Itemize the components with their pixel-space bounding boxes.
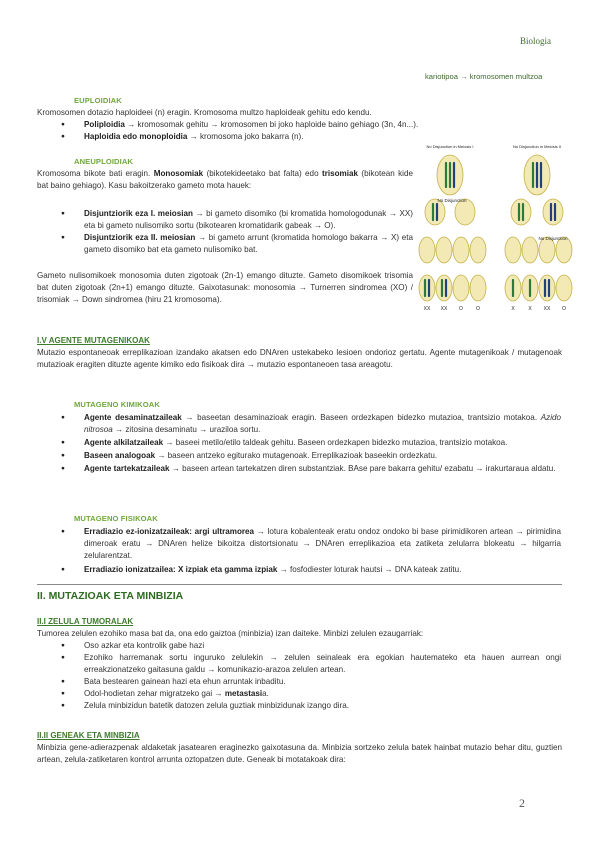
agenteak-heading: I.V AGENTE MUTAGENIKOAK [37,336,150,345]
fisikoak-list [61,526,561,576]
figure-left-gamete-1: XX [423,306,431,312]
aneuploidiak-intro: Kromosoma bikote bati eragin. Monosomiak (bikotekideetako bat falta) edo trisomiak (bikotean kide bat baino gehiago). Kasu bakoitzerako gameto mota hauek: [37,169,413,191]
list-item: ● Baseen analogoak → baseen antzeko egiturako mutagenoak. Erreplikazioak baseekin ordezkatu. [61,450,561,462]
list-item: ● Disjuntziorik eza II. meiosian → bi gameto arrunt (kromatida homologo bakarra → X) eta gameto disomiko bat eta gameto nulisomiko bat. [61,232,413,256]
figure-left-label: No Disjunction [437,198,467,203]
list-item: ● Poliploidia → kromosomak gehitu → kromosomen bi joko haploide baino gehiago (3n, 4n...). [61,119,561,131]
figure-right-label: No Disjunction [538,236,568,241]
figure-right-gamete-3: XX [543,306,551,312]
section-2-title: II. MUTAZIOAK ETA MINBIZIA [37,590,184,602]
list-item: ● Zelula minbizidun batetik datozen zelula guztiak minbizidunak izango dira. [61,700,561,712]
list-item: ● Agente alkilatzaileak → baseei metilo/etilo taldeak gehitu. Baseen ordezkapen bidezko mutazioa, trantsizio motakoa. [61,437,561,449]
nondisjunction-figure [417,140,577,315]
figure-right-gamete-1: X [511,306,515,312]
header-topic: kariotipoa → kromosomen multzoa [425,72,543,81]
page-number: 2 [519,796,525,810]
list-item: ● Erradiazio ez-ionizatzaileak: argi ultramorea → lotura kobalenteak eratu ondoz ondoko bi base pirimidikoren artean → pirimidina dimeroak eratu → DNAren helize bikoitza distortsionatu → DNAren erreplikazioa eta zatiketa zelularra blokeatu → hilgarria zelularentzat. [61,526,561,562]
list-item: ● Oso azkar eta kontrolik gabe hazi [61,640,561,652]
list-item: ● Haploidia edo monoploidia → kromosoma joko bakarra (n). [61,131,561,143]
agenteak-text: Mutazio espontaneoak erreplikazioan izandako akatsen edo DNAren ustekabeko lesioen ondorioz gertatu. Agente mutagenikoak / mutagenoak mutazioak eragiten dituzte agente kimiko edo fisikoak dira → mutazio espontaneoen tasa areagotu. [37,348,562,370]
figure-left-gamete-3: O [459,306,463,312]
list-item: ● Agente tartekatzaileak → baseen artean tartekatzen diren substantziak. BAse pare bakarra gehitu/ ezabatu → irakurtaraua aldatu. [61,463,561,475]
tumoralak-heading: II.I ZELULA TUMORALAK [37,617,134,626]
tumoralak-text: Tumorea zelulen ezohiko masa bat da, ona edo gaiztoa (minbizia) izan daiteke. Minbizi zelulen ezaugarriak: [37,629,424,638]
list-item: ● Bata bestearen gainean hazi eta ehun arruntak inbaditu. [61,676,561,688]
figure-right-gamete-2: X [528,306,532,312]
geneak-heading: II.II GENEAK ETA MINBIZIA [37,731,140,740]
list-item: ● Odol-hodietan zehar migratzeko gai → metastasia. [61,688,561,700]
figure-left-gamete-4: O [476,306,480,312]
section-divider [37,584,562,585]
aneuploidiak-list [61,208,413,256]
figure-right-title: No Disjunction in Meiosis II [512,144,562,149]
aneuploidiak-after: Gameto nulisomikoek monosomia duten zigotoak (2n-1) emango dituzte. Gameto disomikoek trisomia bat duten zigotoak (2n+1) emango dituzte. Gaixotasunak: monosomia → Turnerren sindromea (XO) / trisomiak → Down sindromea (hiru 21 kromosoma). [37,271,413,305]
header-subject: Biologia [520,36,551,46]
geneak-text: Minbizia gene-adierazpenak aldaketak jasatearen eraginezko gaixotasuna da. Minbizia sortzeko zelula batek hainbat mutazio behar ditu, guztien artean, zelula-zatiketaren kontrol arrunta oztopatzen dute. Geneak bi motatakoak dira: [37,743,562,765]
fisikoak-heading: MUTAGENO FISIKOAK [74,514,158,523]
kimikoak-heading: MUTAGENO KIMIKOAK [74,400,160,409]
list-item: ● Agente desaminatzaileak → baseetan desaminazioak eragin. Baseen ordezkapen bidezko mutazioa, trantsizio motakoa. Azido nitrosoa → zitosina desaminatu → uraziloa sortu. [61,412,561,436]
list-item: ● Ezohiko harremanak sortu inguruko zelulekin → zelulen seinaleak era egokian hautemateko eta hauen aurrean ongi erreakzionatzeko gaitasuna galdu → komunikazio-arazoa zelulen artean. [61,652,561,676]
euploidiak-heading: EUPLOIDIAK [74,96,122,105]
figure-left-title: No Disjunction in Meiosis I [426,144,474,149]
figure-right-gamete-4: O [562,306,566,312]
euploidiak-intro: Kromosomen dotazio haploideei (n) eragin. Kromosoma multzo haploideak gehitu edo kendu. [37,108,372,117]
aneuploidiak-heading: ANEUPLOIDIAK [74,157,133,166]
list-item: ● Erradiazio ionizatzailea: X izpiak eta gamma izpiak → fosfodiester loturak hautsi → DNA kateak zatitu. [61,564,561,576]
tumoralak-list [61,640,561,713]
kimikoak-list [61,412,561,475]
list-item: ● Disjuntziorik eza I. meiosian → bi gameto disomiko (bi kromatida homologodunak → XX) eta bi gameto nulisomiko sortu (bikotearen kromatidarik gabeak → O). [61,208,413,232]
figure-left-gamete-2: XX [440,306,448,312]
